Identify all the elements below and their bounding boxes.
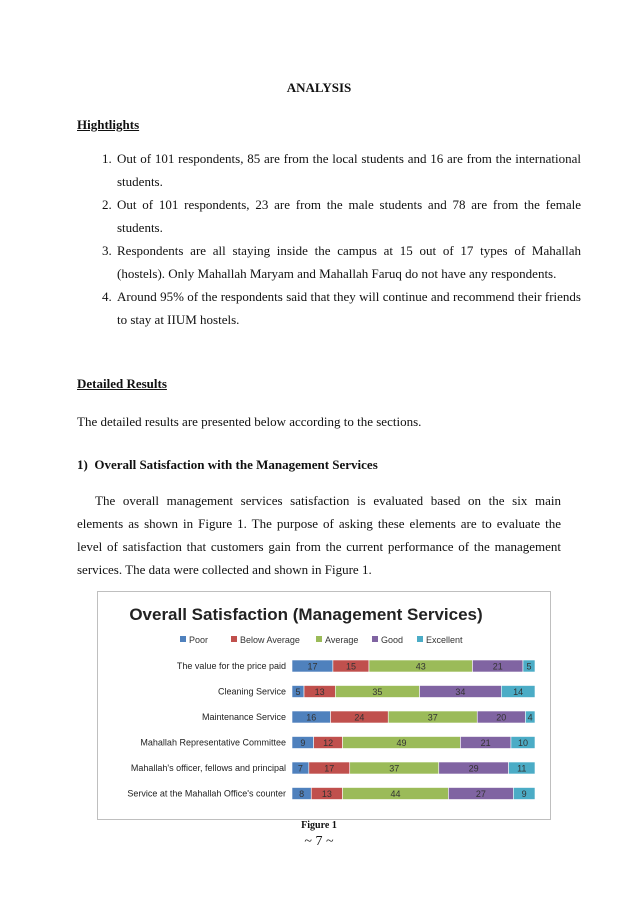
data-label: 16 <box>306 712 317 723</box>
data-label: 17 <box>307 661 318 672</box>
legend-swatch-excellent <box>417 636 423 642</box>
data-label: 21 <box>492 661 503 672</box>
data-label: 8 <box>299 789 305 799</box>
data-label: 44 <box>390 789 401 799</box>
data-label: 15 <box>345 661 356 672</box>
body-paragraph: The overall management services satisfaction is evaluated based on the six main elements as shown in Figure 1. The purpose of asking these elements are to evaluate the level of satisfaction that customers gain from the current performance of the management services. The data were collected and shown in Figure 1. <box>77 493 561 577</box>
chart-bars <box>127 660 535 800</box>
highlight-item: 3. Respondents are all staying inside the campus at 15 out of 17 types of Mahallah (hostels). Only Mahallah Maryam and Mahallah Faruq do not have any respondents. <box>115 239 581 285</box>
legend-label-average: Average <box>325 635 359 645</box>
data-label: 17 <box>324 763 335 774</box>
data-label: 27 <box>475 789 486 799</box>
legend-swatch-below-average <box>231 636 237 642</box>
category-label: Cleaning Service <box>217 686 286 697</box>
data-label: 5 <box>295 687 301 697</box>
category-label: Maintenance Service <box>201 712 286 722</box>
data-label: 9 <box>300 738 306 748</box>
highlight-item: 1. Out of 101 respondents, 85 are from the local students and 16 are from the international students. <box>115 147 581 193</box>
data-label: 13 <box>314 687 325 697</box>
detailed-results-intro: The detailed results are presented below according to the sections. <box>77 414 422 429</box>
data-label: 29 <box>468 763 479 774</box>
data-label: 34 <box>455 687 466 697</box>
highlight-item: 4. Around 95% of the respondents said that they will continue and recommend their friends to stay at IIUM hostels. <box>115 285 581 331</box>
page-number: ~ 7 ~ <box>304 834 334 849</box>
legend-swatch-average <box>316 636 322 642</box>
data-label: 35 <box>372 687 383 697</box>
data-label: 43 <box>415 661 426 672</box>
data-label: 37 <box>427 712 438 723</box>
legend-swatch-poor <box>180 636 186 642</box>
data-label: 12 <box>323 738 334 748</box>
legend-label-good: Good <box>381 635 404 645</box>
data-label: 7 <box>297 763 303 774</box>
data-label: 14 <box>513 687 524 697</box>
highlight-item: 2. Out of 101 respondents, 23 are from the male students and 78 are from the female students. <box>115 193 581 239</box>
chart-container <box>97 591 551 820</box>
legend-swatch-good <box>372 636 378 642</box>
category-label: Mahallah's officer, fellows and principal <box>130 763 286 773</box>
figure-caption: Figure 1 <box>301 820 337 831</box>
page-title: ANALYSIS <box>286 80 352 95</box>
legend-label-excellent: Excellent <box>426 635 463 645</box>
data-label: 4 <box>527 712 533 723</box>
highlights-list <box>95 147 581 331</box>
detailed-results-heading: Detailed Results <box>77 376 167 391</box>
data-label: 20 <box>496 712 507 723</box>
stacked-bar-chart <box>98 592 550 819</box>
subsection-title: 1) Overall Satisfaction with the Management Services <box>77 457 378 472</box>
data-label: 13 <box>321 789 332 799</box>
data-label: 24 <box>354 712 365 723</box>
chart-legend <box>180 635 463 645</box>
legend-label-poor: Poor <box>189 635 209 645</box>
category-label: Mahallah Representative Committee <box>140 737 286 748</box>
data-label: 5 <box>526 661 532 672</box>
data-label: 10 <box>517 738 528 748</box>
data-label: 21 <box>480 738 491 748</box>
chart-title: Overall Satisfaction (Management Services) <box>129 605 483 624</box>
legend-label-below-average: Below Average <box>240 635 300 645</box>
data-label: 11 <box>517 763 527 774</box>
data-label: 49 <box>396 738 407 748</box>
highlights-heading: Hightlights <box>77 117 140 132</box>
data-label: 37 <box>389 763 400 774</box>
data-label: 9 <box>521 789 527 799</box>
category-label: Service at the Mahallah Office's counter <box>127 788 286 799</box>
category-label: The value for the price paid <box>176 661 286 671</box>
